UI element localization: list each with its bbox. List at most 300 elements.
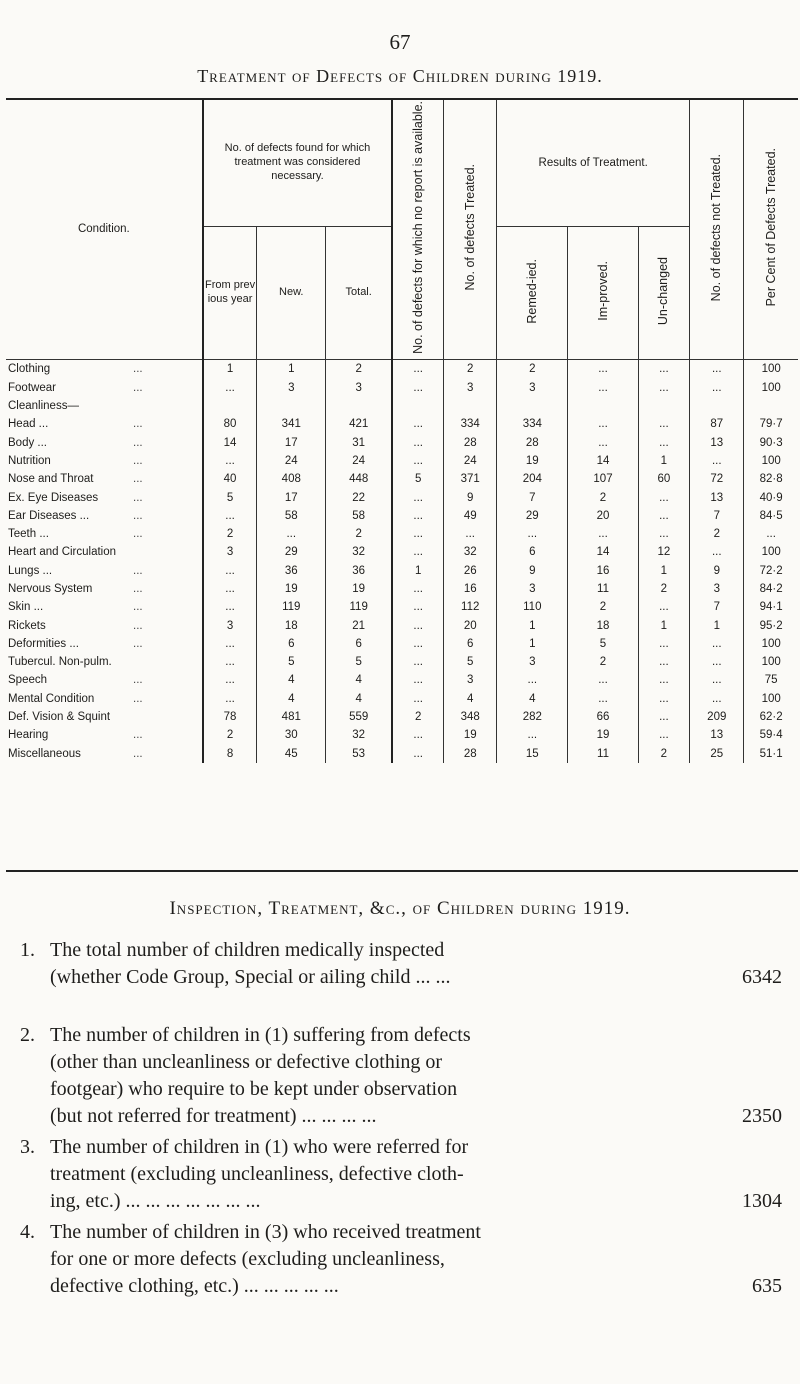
cell-condition: Heart and Circulation <box>8 546 117 559</box>
cell-unchanged: ... <box>638 488 690 506</box>
table-row <box>6 525 798 543</box>
cell-remedied: ... <box>497 726 568 744</box>
cell-from-prev: ... <box>203 671 257 689</box>
cell-unchanged: 1 <box>638 616 690 634</box>
cell-total: 421 <box>326 415 392 433</box>
cell-not-treated: ... <box>690 452 744 470</box>
item-number: 3. <box>20 1136 35 1158</box>
cell-no-report: ... <box>392 379 444 397</box>
cell-treated: 348 <box>444 708 497 726</box>
cell-total: 36 <box>326 562 392 580</box>
cell-total: 2 <box>326 360 392 379</box>
cell-treated: 16 <box>444 580 497 598</box>
cell-new: 18 <box>257 616 326 634</box>
cell-improved: 5 <box>568 635 638 653</box>
header-remedied: Remed-ied. <box>497 226 568 359</box>
cell-remedied: 29 <box>497 507 568 525</box>
cell-new: 4 <box>257 671 326 689</box>
cell-from-prev: ... <box>203 635 257 653</box>
cell-total: 6 <box>326 635 392 653</box>
cell-condition: Skin ... ... <box>8 601 143 614</box>
cell-remedied: 110 <box>497 598 568 616</box>
cell-improved <box>568 397 638 415</box>
cell-from-prev: 5 <box>203 488 257 506</box>
cell-not-treated: 13 <box>690 488 744 506</box>
cell-improved: 107 <box>568 470 638 488</box>
cell-improved: ... <box>568 690 638 708</box>
table-row <box>6 580 798 598</box>
cell-per-cent: 79·7 <box>744 415 798 433</box>
item-text <box>50 937 700 991</box>
cell-from-prev: 8 <box>203 745 257 763</box>
cell-not-treated: 209 <box>690 708 744 726</box>
cell-treated <box>444 397 497 415</box>
header-no-report: No. of defects for which no report is available. <box>392 100 444 360</box>
cell-per-cent: 75 <box>744 671 798 689</box>
header-results: Results of Treatment. <box>497 100 690 226</box>
cell-treated: 49 <box>444 507 497 525</box>
cell-new: 119 <box>257 598 326 616</box>
cell-unchanged: ... <box>638 653 690 671</box>
cell-no-report: ... <box>392 525 444 543</box>
cell-per-cent: 62·2 <box>744 708 798 726</box>
cell-remedied: 3 <box>497 379 568 397</box>
table-row <box>6 653 798 671</box>
table-row <box>6 745 798 763</box>
cell-not-treated: 25 <box>690 745 744 763</box>
item-number: 2. <box>20 1024 35 1046</box>
cell-unchanged: ... <box>638 635 690 653</box>
cell-treated: 20 <box>444 616 497 634</box>
cell-condition: Lungs ... ... <box>8 564 143 577</box>
cell-treated: 28 <box>444 433 497 451</box>
cell-unchanged: ... <box>638 415 690 433</box>
cell-improved: 11 <box>568 580 638 598</box>
cell-no-report: ... <box>392 653 444 671</box>
table-row <box>6 671 798 689</box>
cell-improved: ... <box>568 525 638 543</box>
table-row <box>6 415 798 433</box>
cell-no-report: ... <box>392 671 444 689</box>
cell-condition: Head ... ... <box>8 418 143 431</box>
cell-not-treated: 1 <box>690 616 744 634</box>
cell-improved: 2 <box>568 488 638 506</box>
cell-new: 408 <box>257 470 326 488</box>
cell-not-treated: ... <box>690 543 744 561</box>
cell-remedied: 28 <box>497 433 568 451</box>
item-text-line: (but not referred for treatment) ... ... ... ... <box>50 1105 377 1127</box>
cell-remedied: 1 <box>497 616 568 634</box>
cell-per-cent: 82·8 <box>744 470 798 488</box>
table-row <box>6 488 798 506</box>
cell-new: 3 <box>257 379 326 397</box>
cell-from-prev: ... <box>203 562 257 580</box>
cell-not-treated: ... <box>690 690 744 708</box>
table-row <box>6 379 798 397</box>
item-text-line: treatment (excluding uncleanliness, defective cloth- <box>50 1163 464 1185</box>
cell-per-cent: 94·1 <box>744 598 798 616</box>
cell-from-prev: 2 <box>203 525 257 543</box>
cell-treated: 26 <box>444 562 497 580</box>
cell-from-prev: 1 <box>203 360 257 379</box>
cell-not-treated: 7 <box>690 598 744 616</box>
cell-per-cent: 84·2 <box>744 580 798 598</box>
cell-not-treated <box>690 397 744 415</box>
cell-per-cent: 90·3 <box>744 433 798 451</box>
cell-total: 22 <box>326 488 392 506</box>
cell-remedied: 3 <box>497 653 568 671</box>
cell-unchanged: ... <box>638 671 690 689</box>
page-number: 67 <box>389 30 411 54</box>
table-row <box>6 708 798 726</box>
cell-improved: 2 <box>568 598 638 616</box>
cell-condition: Speech ... <box>8 674 143 687</box>
header-not-treated: No. of defects not Treated. <box>690 100 744 360</box>
cell-no-report <box>392 397 444 415</box>
cell-new: 4 <box>257 690 326 708</box>
cell-no-report: ... <box>392 635 444 653</box>
cell-improved: 16 <box>568 562 638 580</box>
cell-improved: ... <box>568 415 638 433</box>
cell-treated: 6 <box>444 635 497 653</box>
cell-remedied: 204 <box>497 470 568 488</box>
cell-condition: Nutrition ... <box>8 454 143 467</box>
cell-from-prev: ... <box>203 580 257 598</box>
cell-new: 29 <box>257 543 326 561</box>
cell-unchanged: 60 <box>638 470 690 488</box>
section-title: Inspection, Treatment, &c., of Children during 1919. <box>169 898 631 919</box>
cell-total: 32 <box>326 726 392 744</box>
cell-new: 17 <box>257 433 326 451</box>
cell-condition: Clothing ... <box>8 363 143 376</box>
cell-unchanged: ... <box>638 598 690 616</box>
cell-per-cent: 100 <box>744 452 798 470</box>
cell-total: 559 <box>326 708 392 726</box>
cell-not-treated: 87 <box>690 415 744 433</box>
cell-total: 21 <box>326 616 392 634</box>
cell-remedied: 4 <box>497 690 568 708</box>
cell-from-prev: 3 <box>203 616 257 634</box>
cell-total: 3 <box>326 379 392 397</box>
cell-from-prev: ... <box>203 507 257 525</box>
cell-from-prev: ... <box>203 690 257 708</box>
table-row <box>6 360 798 379</box>
cell-remedied: 282 <box>497 708 568 726</box>
cell-remedied: ... <box>497 525 568 543</box>
cell-condition: Hearing ... <box>8 729 143 742</box>
cell-no-report: ... <box>392 616 444 634</box>
cell-not-treated: ... <box>690 653 744 671</box>
cell-not-treated: ... <box>690 635 744 653</box>
cell-total: 32 <box>326 543 392 561</box>
table-row <box>6 726 798 744</box>
cell-per-cent: 100 <box>744 543 798 561</box>
cell-improved: ... <box>568 360 638 379</box>
cell-no-report: 5 <box>392 470 444 488</box>
cell-no-report: ... <box>392 726 444 744</box>
cell-unchanged: 1 <box>638 452 690 470</box>
cell-total: 4 <box>326 671 392 689</box>
cell-no-report: ... <box>392 745 444 763</box>
cell-total: 24 <box>326 452 392 470</box>
table-row <box>6 507 798 525</box>
cell-total: 448 <box>326 470 392 488</box>
cell-improved: ... <box>568 379 638 397</box>
cell-treated: 9 <box>444 488 497 506</box>
cell-new: 45 <box>257 745 326 763</box>
item-text-line: footgear) who require to be kept under observation <box>50 1078 458 1100</box>
item-text-line: ing, etc.) ... ... ... ... ... ... ... <box>50 1190 261 1212</box>
item-text-line: The total number of children medically inspected <box>50 939 445 961</box>
cell-remedied: 7 <box>497 488 568 506</box>
cell-no-report: ... <box>392 580 444 598</box>
cell-total: 58 <box>326 507 392 525</box>
treatment-table <box>6 98 798 872</box>
item-text-line: The number of children in (1) suffering from defects <box>50 1024 471 1046</box>
cell-treated: 5 <box>444 653 497 671</box>
cell-from-prev: 14 <box>203 433 257 451</box>
item-value: 1304 <box>742 1190 782 1212</box>
cell-condition: Tubercul. Non-pulm. <box>8 656 112 669</box>
cell-total: 19 <box>326 580 392 598</box>
header-defects-found: No. of defects found for which treatment was considered necessary. <box>203 100 392 226</box>
cell-treated: 2 <box>444 360 497 379</box>
cell-from-prev: 3 <box>203 543 257 561</box>
cell-condition: Ear Diseases ... ... <box>8 509 143 522</box>
cell-from-prev: ... <box>203 598 257 616</box>
cell-no-report: ... <box>392 507 444 525</box>
cell-per-cent: 84·5 <box>744 507 798 525</box>
cell-not-treated: 3 <box>690 580 744 598</box>
cell-no-report: ... <box>392 690 444 708</box>
item-text <box>50 1134 700 1215</box>
cell-no-report: ... <box>392 360 444 379</box>
cell-condition: Nervous System ... <box>8 582 143 595</box>
cell-new: 6 <box>257 635 326 653</box>
header-treated: No. of defects Treated. <box>444 100 497 360</box>
cell-new: 24 <box>257 452 326 470</box>
cell-from-prev: ... <box>203 452 257 470</box>
cell-remedied: 15 <box>497 745 568 763</box>
cell-no-report: ... <box>392 543 444 561</box>
cell-improved: 19 <box>568 726 638 744</box>
cell-improved: ... <box>568 671 638 689</box>
cell-not-treated: 7 <box>690 507 744 525</box>
cell-from-prev: ... <box>203 379 257 397</box>
table-row <box>6 452 798 470</box>
cell-remedied: 1 <box>497 635 568 653</box>
cell-unchanged: ... <box>638 708 690 726</box>
table-body <box>6 360 798 763</box>
item-number: 1. <box>20 939 35 961</box>
cell-not-treated: 2 <box>690 525 744 543</box>
item-text-line: (other than uncleanliness or defective clothing or <box>50 1051 443 1073</box>
cell-unchanged: ... <box>638 507 690 525</box>
item-value: 635 <box>752 1275 782 1297</box>
cell-remedied: 19 <box>497 452 568 470</box>
cell-condition: Ex. Eye Diseases ... <box>8 491 143 504</box>
cell-treated: 24 <box>444 452 497 470</box>
cell-per-cent <box>744 397 798 415</box>
cell-no-report: ... <box>392 488 444 506</box>
cell-remedied: 9 <box>497 562 568 580</box>
header-condition: Condition. <box>6 100 203 360</box>
header-unchanged: Un-changed <box>638 226 690 359</box>
header-improved: Im-proved. <box>568 226 638 359</box>
cell-improved: 18 <box>568 616 638 634</box>
cell-improved: 20 <box>568 507 638 525</box>
cell-per-cent: 100 <box>744 690 798 708</box>
cell-condition: Def. Vision & Squint <box>8 711 111 724</box>
cell-improved: 66 <box>568 708 638 726</box>
cell-remedied: 6 <box>497 543 568 561</box>
cell-total: 2 <box>326 525 392 543</box>
page-title: Treatment of Defects of Children during 1919. <box>197 66 603 86</box>
table-row <box>6 397 798 415</box>
cell-remedied: ... <box>497 671 568 689</box>
cell-improved: 14 <box>568 543 638 561</box>
cell-treated: 3 <box>444 379 497 397</box>
cell-not-treated: ... <box>690 379 744 397</box>
cell-per-cent: 59·4 <box>744 726 798 744</box>
cell-new: 5 <box>257 653 326 671</box>
cell-unchanged <box>638 397 690 415</box>
cell-condition: Footwear ... <box>8 381 143 394</box>
cell-condition: Cleanliness— <box>8 400 79 413</box>
cell-total: 31 <box>326 433 392 451</box>
cell-condition: Body ... ... <box>8 436 143 449</box>
cell-treated: 28 <box>444 745 497 763</box>
cell-treated: 371 <box>444 470 497 488</box>
cell-total <box>326 397 392 415</box>
cell-treated: 19 <box>444 726 497 744</box>
cell-new: ... <box>257 525 326 543</box>
cell-improved: ... <box>568 433 638 451</box>
cell-remedied: 334 <box>497 415 568 433</box>
cell-from-prev: ... <box>203 653 257 671</box>
cell-unchanged: ... <box>638 525 690 543</box>
cell-unchanged: 2 <box>638 580 690 598</box>
table-row <box>6 690 798 708</box>
item-text-line: (whether Code Group, Special or ailing child ... ... <box>50 966 451 988</box>
cell-not-treated: 72 <box>690 470 744 488</box>
cell-treated: 3 <box>444 671 497 689</box>
cell-treated: 32 <box>444 543 497 561</box>
cell-total: 119 <box>326 598 392 616</box>
cell-new: 481 <box>257 708 326 726</box>
cell-total: 5 <box>326 653 392 671</box>
cell-per-cent: 40·9 <box>744 488 798 506</box>
cell-not-treated: ... <box>690 360 744 379</box>
cell-remedied: 2 <box>497 360 568 379</box>
cell-no-report: 1 <box>392 562 444 580</box>
table-row <box>6 470 798 488</box>
cell-treated: 334 <box>444 415 497 433</box>
cell-new <box>257 397 326 415</box>
cell-condition: Mental Condition ... <box>8 692 143 705</box>
cell-unchanged: 12 <box>638 543 690 561</box>
cell-not-treated: 13 <box>690 433 744 451</box>
cell-new: 36 <box>257 562 326 580</box>
table-row <box>6 433 798 451</box>
cell-unchanged: ... <box>638 360 690 379</box>
cell-unchanged: ... <box>638 726 690 744</box>
cell-per-cent: 72·2 <box>744 562 798 580</box>
item-text <box>50 1022 700 1130</box>
cell-no-report: ... <box>392 598 444 616</box>
header-from-prev: From prev ious year <box>203 226 257 359</box>
cell-per-cent: 95·2 <box>744 616 798 634</box>
cell-new: 30 <box>257 726 326 744</box>
header-per-cent: Per Cent of Defects Treated. <box>744 100 798 360</box>
cell-new: 58 <box>257 507 326 525</box>
cell-unchanged: 2 <box>638 745 690 763</box>
cell-condition: Deformities ... ... <box>8 637 143 650</box>
cell-per-cent: 100 <box>744 635 798 653</box>
table-row <box>6 635 798 653</box>
cell-unchanged: ... <box>638 379 690 397</box>
table-row <box>6 616 798 634</box>
cell-per-cent: 100 <box>744 379 798 397</box>
cell-unchanged: ... <box>638 433 690 451</box>
item-text <box>50 1219 700 1300</box>
cell-remedied <box>497 397 568 415</box>
cell-treated: 112 <box>444 598 497 616</box>
cell-from-prev: 2 <box>203 726 257 744</box>
item-text-line: defective clothing, etc.) ... ... ... ... ... <box>50 1275 339 1297</box>
table-row <box>6 562 798 580</box>
cell-treated: ... <box>444 525 497 543</box>
item-text-line: for one or more defects (excluding uncleanliness, <box>50 1248 445 1270</box>
table-row <box>6 598 798 616</box>
cell-unchanged: ... <box>638 690 690 708</box>
cell-condition: Teeth ... ... <box>8 528 143 541</box>
cell-treated: 4 <box>444 690 497 708</box>
cell-no-report: ... <box>392 452 444 470</box>
cell-per-cent: 100 <box>744 653 798 671</box>
cell-remedied: 3 <box>497 580 568 598</box>
item-number: 4. <box>20 1221 35 1243</box>
cell-from-prev <box>203 397 257 415</box>
cell-new: 341 <box>257 415 326 433</box>
cell-total: 4 <box>326 690 392 708</box>
cell-no-report: ... <box>392 433 444 451</box>
cell-improved: 11 <box>568 745 638 763</box>
cell-condition: Miscellaneous ... <box>8 747 143 760</box>
item-text-line: The number of children in (3) who received treatment <box>50 1221 481 1243</box>
cell-per-cent: 100 <box>744 360 798 379</box>
cell-condition: Nose and Throat ... <box>8 473 143 486</box>
item-value: 6342 <box>742 966 782 988</box>
cell-no-report: ... <box>392 415 444 433</box>
cell-from-prev: 80 <box>203 415 257 433</box>
item-text-line: The number of children in (1) who were referred for <box>50 1136 469 1158</box>
cell-not-treated: ... <box>690 671 744 689</box>
cell-per-cent: ... <box>744 525 798 543</box>
cell-from-prev: 78 <box>203 708 257 726</box>
cell-per-cent: 51·1 <box>744 745 798 763</box>
cell-unchanged: 1 <box>638 562 690 580</box>
cell-not-treated: 9 <box>690 562 744 580</box>
cell-improved: 2 <box>568 653 638 671</box>
item-value: 2350 <box>742 1105 782 1127</box>
cell-new: 17 <box>257 488 326 506</box>
cell-no-report: 2 <box>392 708 444 726</box>
cell-not-treated: 13 <box>690 726 744 744</box>
cell-total: 53 <box>326 745 392 763</box>
cell-improved: 14 <box>568 452 638 470</box>
cell-condition: Rickets ... <box>8 619 143 632</box>
